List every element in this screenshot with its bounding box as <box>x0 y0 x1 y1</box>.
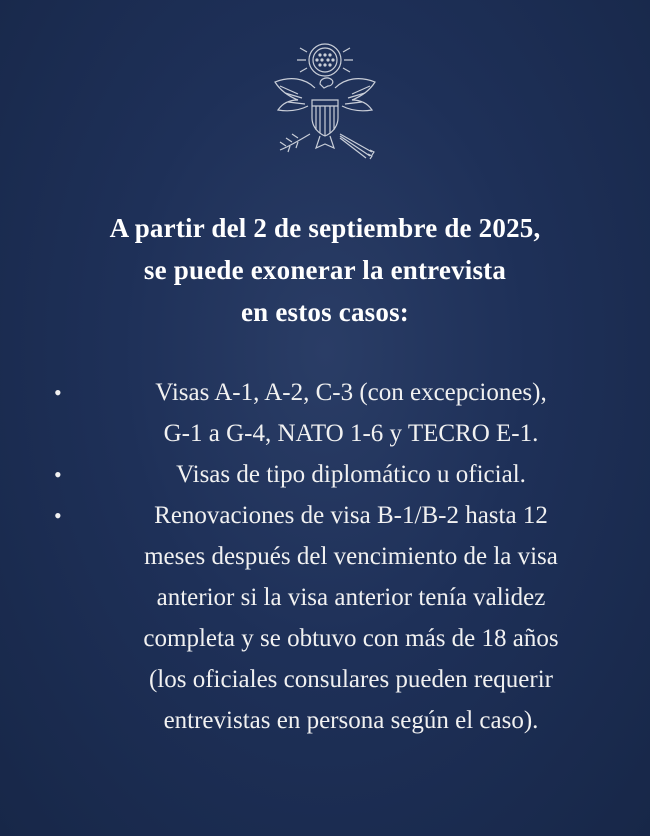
list-item-line: meses después del vencimiento de la visa <box>144 543 558 570</box>
list-item <box>40 454 620 495</box>
headline-line-2: se puede exonerar la entrevista <box>143 255 507 285</box>
list-item-line: Visas A-1, A-2, C-3 (con excepciones), <box>155 379 547 406</box>
list-item-line: Renovaciones de visa B-1/B-2 hasta 12 <box>154 502 548 529</box>
bullet-marker: • <box>54 503 62 528</box>
us-great-seal-icon <box>250 38 400 168</box>
list-item-line: (los oficiales consulares pueden requerir <box>148 666 553 693</box>
bullet-marker: • <box>54 380 62 405</box>
headline-line-3: en estos casos: <box>241 297 409 327</box>
list-item-line: anterior si la visa anterior tenía validez <box>156 584 546 611</box>
headline-line-1: A partir del 2 de septiembre de 2025, <box>109 213 541 243</box>
list-item-line: G-1 a G-4, NATO 1-6 y TECRO E-1. <box>163 420 539 447</box>
bullet-list <box>40 372 620 741</box>
list-item-line: entrevistas en persona según el caso). <box>163 707 539 734</box>
list-item <box>40 495 620 741</box>
list-item <box>40 372 620 454</box>
headline <box>0 207 650 333</box>
list-item-line: Visas de tipo diplomático u oficial. <box>176 461 526 488</box>
list-item-line: completa y se obtuvo con más de 18 años <box>143 625 559 652</box>
bullet-marker: • <box>54 462 62 487</box>
